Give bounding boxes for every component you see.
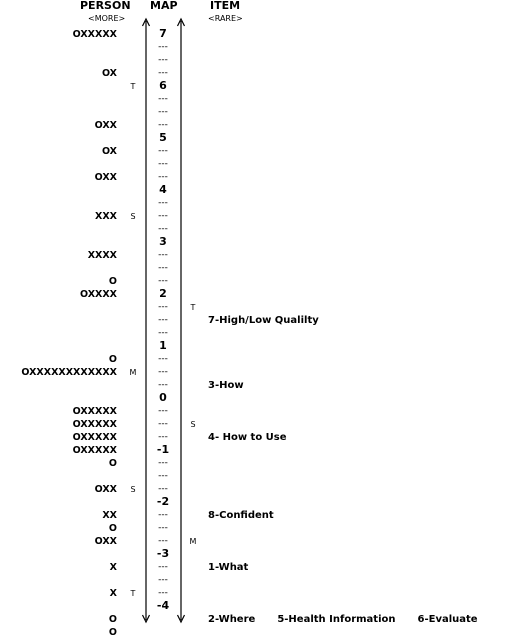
item-label: 4- How to Use bbox=[208, 432, 287, 443]
person-row: OXXXXX bbox=[72, 432, 117, 443]
left-axis-arrow bbox=[143, 19, 150, 622]
scale-dash: --- bbox=[158, 419, 168, 429]
scale-number: 5 bbox=[159, 131, 167, 144]
item-marker-t: T bbox=[190, 303, 196, 312]
person-header: PERSON bbox=[80, 0, 131, 12]
scale-number: 3 bbox=[159, 235, 167, 248]
map-header: MAP bbox=[150, 0, 178, 12]
person-row: OXXXXX bbox=[72, 406, 117, 417]
scale-dash: --- bbox=[158, 367, 168, 377]
scale-number: -4 bbox=[156, 599, 170, 612]
person-row: XXXX bbox=[87, 250, 117, 261]
scale-dash: --- bbox=[158, 588, 168, 598]
scale-dash: --- bbox=[158, 380, 168, 390]
scale-dash: --- bbox=[158, 68, 168, 78]
person-row: OXXXXXXXXXXXX bbox=[21, 367, 117, 378]
scale-dash: --- bbox=[158, 159, 168, 169]
person-marker-t: T bbox=[130, 589, 136, 598]
person-marker-t: T bbox=[130, 82, 136, 91]
scale-dash: --- bbox=[158, 42, 168, 52]
scale-number: 6 bbox=[159, 79, 167, 92]
person-row: OXX bbox=[94, 484, 117, 495]
scale-dash: --- bbox=[158, 536, 168, 546]
right-axis-arrow bbox=[178, 19, 185, 622]
scale-number: 0 bbox=[159, 391, 167, 404]
item-label: 2-Where bbox=[208, 614, 256, 625]
scale-dash: --- bbox=[158, 510, 168, 520]
scale-dash: --- bbox=[158, 276, 168, 286]
person-row: OXX bbox=[94, 172, 117, 183]
scale-dash: --- bbox=[158, 107, 168, 117]
scale-number: -1 bbox=[156, 443, 170, 456]
person-row: O bbox=[108, 614, 117, 625]
person-row: O bbox=[108, 523, 117, 534]
person-row: O bbox=[108, 627, 117, 636]
person-row: OXXXX bbox=[79, 289, 117, 300]
item-header: ITEM bbox=[210, 0, 241, 12]
item-label: 8-Confident bbox=[208, 510, 274, 521]
map-scale bbox=[157, 27, 170, 612]
scale-dash: --- bbox=[158, 211, 168, 221]
person-row: O bbox=[108, 276, 117, 287]
scale-dash: --- bbox=[158, 224, 168, 234]
item-marker-m: M bbox=[189, 537, 197, 546]
scale-number: 2 bbox=[159, 287, 167, 300]
item-label: 6-Evaluate bbox=[417, 614, 478, 625]
scale-dash: --- bbox=[158, 94, 168, 104]
scale-dash: --- bbox=[158, 250, 168, 260]
person-row: OXX bbox=[94, 536, 117, 547]
person-row: OX bbox=[101, 68, 117, 79]
scale-dash: --- bbox=[158, 354, 168, 364]
scale-dash: --- bbox=[158, 562, 168, 572]
item-label: 3-How bbox=[208, 380, 244, 391]
item-marker-s: S bbox=[190, 420, 196, 429]
scale-number: -3 bbox=[156, 547, 170, 560]
scale-dash: --- bbox=[158, 55, 168, 65]
item-label: 7-High/Low Qualilty bbox=[208, 315, 319, 326]
item-markers bbox=[190, 303, 197, 636]
scale-dash: --- bbox=[158, 575, 168, 585]
scale-dash: --- bbox=[158, 406, 168, 416]
person-row: O bbox=[108, 458, 117, 469]
item-label: 1-What bbox=[208, 562, 249, 573]
person-marker-s: S bbox=[130, 485, 136, 494]
person-row: OXXXXX bbox=[72, 29, 117, 40]
scale-dash: --- bbox=[158, 198, 168, 208]
person-row: O bbox=[108, 354, 117, 365]
scale-dash: --- bbox=[158, 484, 168, 494]
person-marker-m: M bbox=[129, 368, 137, 377]
person-row: XXX bbox=[95, 211, 117, 222]
scale-dash: --- bbox=[158, 120, 168, 130]
scale-number: 7 bbox=[159, 27, 167, 40]
scale-dash: --- bbox=[158, 458, 168, 468]
item-rare-label: <RARE> bbox=[208, 14, 243, 23]
scale-number: 4 bbox=[159, 183, 167, 196]
scale-dash: --- bbox=[158, 471, 168, 481]
scale-dash: --- bbox=[158, 432, 168, 442]
person-row: OXX bbox=[94, 120, 117, 131]
scale-number: -2 bbox=[156, 495, 170, 508]
person-distribution bbox=[21, 29, 117, 636]
scale-dash: --- bbox=[158, 328, 168, 338]
scale-dash: --- bbox=[158, 263, 168, 273]
scale-number: 1 bbox=[159, 339, 167, 352]
scale-dash: --- bbox=[158, 523, 168, 533]
scale-dash: --- bbox=[158, 302, 168, 312]
person-more-label: <MORE> bbox=[88, 14, 126, 23]
scale-dash: --- bbox=[158, 172, 168, 182]
scale-dash: --- bbox=[158, 146, 168, 156]
person-row: X bbox=[109, 562, 117, 573]
item-label: 5-Health Information bbox=[277, 614, 396, 625]
person-row: OX bbox=[101, 146, 117, 157]
person-marker-s: S bbox=[130, 212, 136, 221]
person-row: OXXXXX bbox=[72, 419, 117, 430]
person-row: XX bbox=[102, 510, 117, 521]
person-markers bbox=[130, 82, 137, 598]
scale-dash: --- bbox=[158, 315, 168, 325]
person-row: X bbox=[109, 588, 117, 599]
person-row: OXXXXX bbox=[72, 445, 117, 456]
item-labels bbox=[208, 315, 478, 625]
